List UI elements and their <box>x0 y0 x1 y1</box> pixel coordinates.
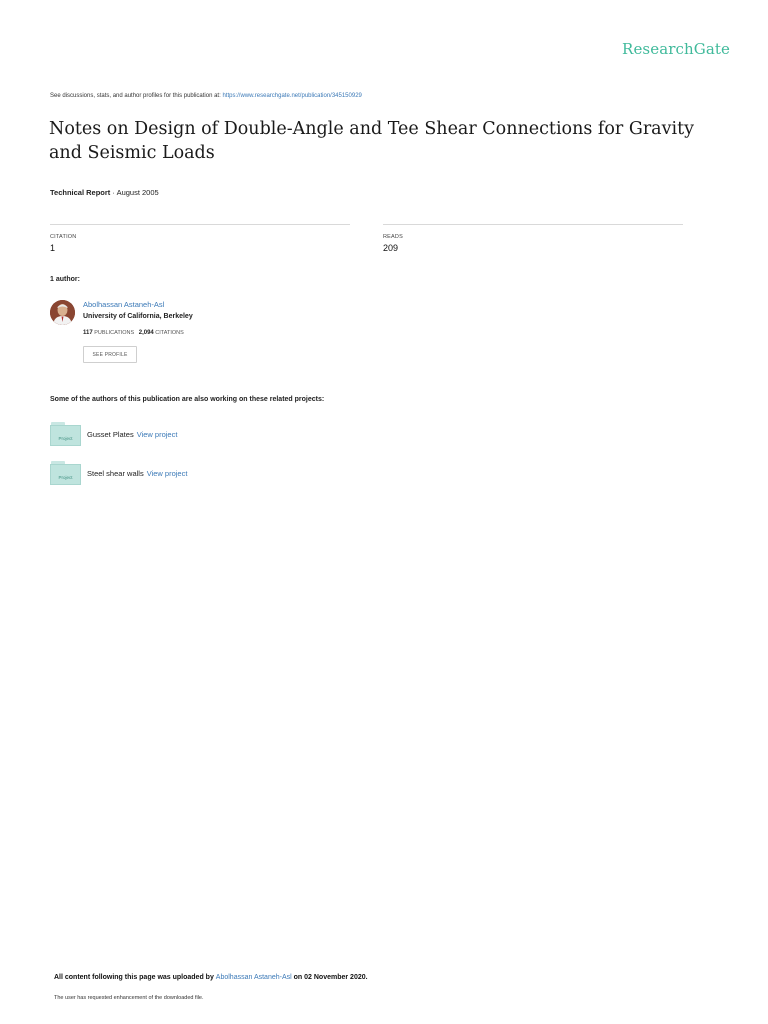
publication-title: Notes on Design of Double-Angle and Tee Shear Connections for Gravity and Seismic Loads <box>49 119 695 163</box>
project-name: Steel shear walls <box>87 468 144 478</box>
citation-value: 1 <box>50 243 56 253</box>
reads-stat <box>383 224 683 253</box>
author-institution: University of California, Berkeley <box>83 313 193 320</box>
project-row <box>50 460 187 486</box>
view-project-link[interactable]: View project <box>136 429 178 439</box>
enhancement-note: The user has requested enhancement of the downloaded file. <box>54 995 204 1001</box>
citations-label: CITATIONS <box>155 330 184 336</box>
publication-info-separator: · <box>110 188 117 197</box>
publications-count: 117 <box>83 330 93 336</box>
reads-label: READS <box>383 234 403 240</box>
authors-section-label: 1 author: <box>50 276 80 283</box>
author-photo-icon <box>50 300 75 325</box>
uploader-link[interactable]: Abolhassan Astaneh-Asl <box>215 974 292 981</box>
author-avatar[interactable] <box>50 300 75 325</box>
project-folder-icon <box>50 422 81 446</box>
author-name-link[interactable]: Abolhassan Astaneh-Asl <box>83 300 165 309</box>
author-stats <box>83 330 184 336</box>
see-profile-button[interactable]: SEE PROFILE <box>83 346 137 363</box>
project-row <box>50 421 177 447</box>
project-icon-label: Project <box>50 464 81 485</box>
upload-notice <box>54 974 368 981</box>
citation-label: CITATION <box>50 234 77 240</box>
discussion-prefix: See discussions, stats, and author profiles for this publication at: <box>50 93 221 99</box>
project-name: Gusset Plates <box>87 429 134 439</box>
project-folder-icon <box>50 461 81 485</box>
researchgate-logo[interactable]: ResearchGate <box>622 40 730 58</box>
citations-count: 2,094 <box>138 330 154 336</box>
publications-label: PUBLICATIONS <box>94 330 135 336</box>
publication-date: August 2005 <box>116 188 159 197</box>
projects-section-label: Some of the authors of this publication are also working on these related projects: <box>50 396 325 403</box>
upload-suffix: on 02 November 2020. <box>293 974 368 981</box>
publication-type: Technical Report <box>50 188 111 197</box>
publication-url-link[interactable]: https://www.researchgate.net/publication/345150929 <box>222 93 362 99</box>
reads-value: 209 <box>383 243 399 253</box>
project-icon-label: Project <box>50 425 81 446</box>
publication-info <box>50 188 159 197</box>
discussion-line <box>50 93 362 99</box>
view-project-link[interactable]: View project <box>146 468 188 478</box>
upload-prefix: All content following this page was uploaded by <box>54 974 214 981</box>
citation-stat <box>50 224 350 253</box>
